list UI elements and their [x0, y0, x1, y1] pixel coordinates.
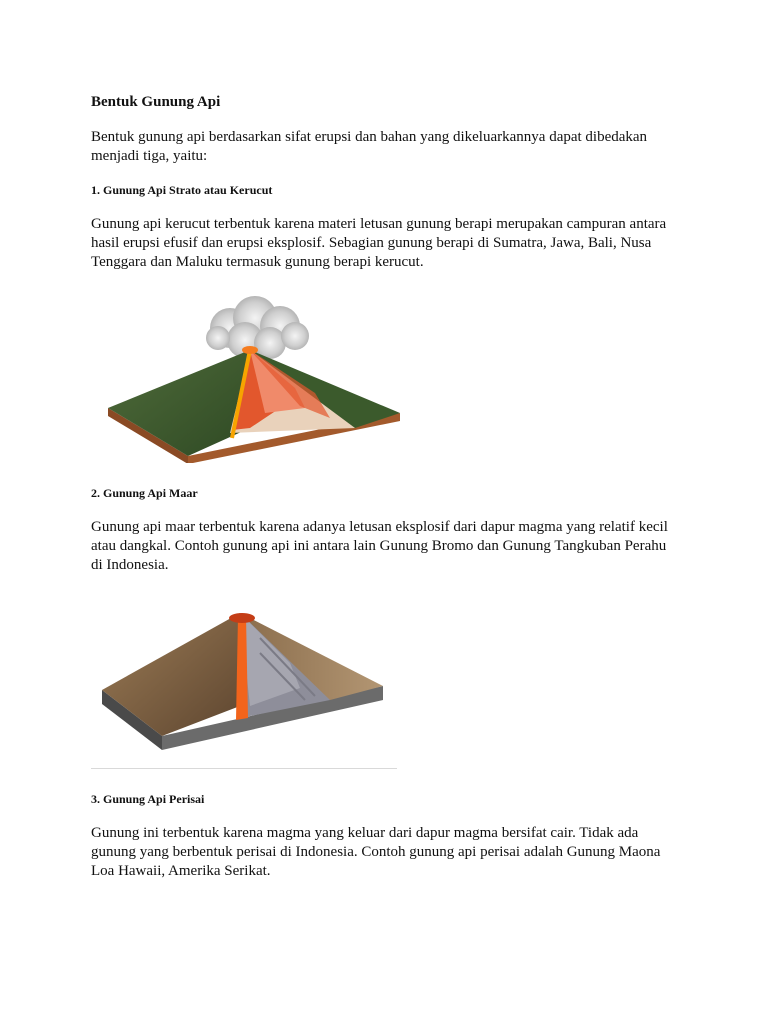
section-1-body: Gunung api kerucut terbentuk karena materi letusan gunung berapi merupakan campuran antara hasil erupsi efusif dan erupsi eksplosif. Sebagian gunung berapi di Sumatra, Jawa, Bali, Nusa Tenggara dan Maluku termasuk gunung berapi kerucut.: [91, 216, 667, 270]
divider-line: [91, 768, 397, 769]
intro-paragraph: Bentuk gunung api berdasarkan sifat erupsi dan bahan yang dikeluarkannya dapat dibedakan menjadi tiga, yaitu:: [91, 129, 648, 164]
section-3-title: 3. Gunung Api Perisai: [91, 792, 205, 806]
section-3-body: Gunung ini terbentuk karena magma yang keluar dari dapur magma bersifat cair. Tidak ada gunung yang berbentuk perisai di Indonesia. Contoh gunung api perisai adalah Gunung Maona Loa Hawaii, Amerika Serikat.: [91, 825, 661, 879]
maar-volcano-illustration: [100, 608, 388, 753]
section-2-title: 2. Gunung Api Maar: [91, 486, 198, 500]
strato-volcano-illustration: [100, 288, 405, 463]
section-2-body: Gunung api maar terbentuk karena adanya letusan eksplosif dari dapur magma yang relatif kecil atau dangkal. Contoh gunung api ini antara lain Gunung Bromo dan Gunung Tangkuban Perahu di Indonesia.: [91, 519, 668, 573]
section-1-title: 1. Gunung Api Strato atau Kerucut: [91, 183, 273, 197]
page-title: Bentuk Gunung Api: [91, 94, 221, 110]
